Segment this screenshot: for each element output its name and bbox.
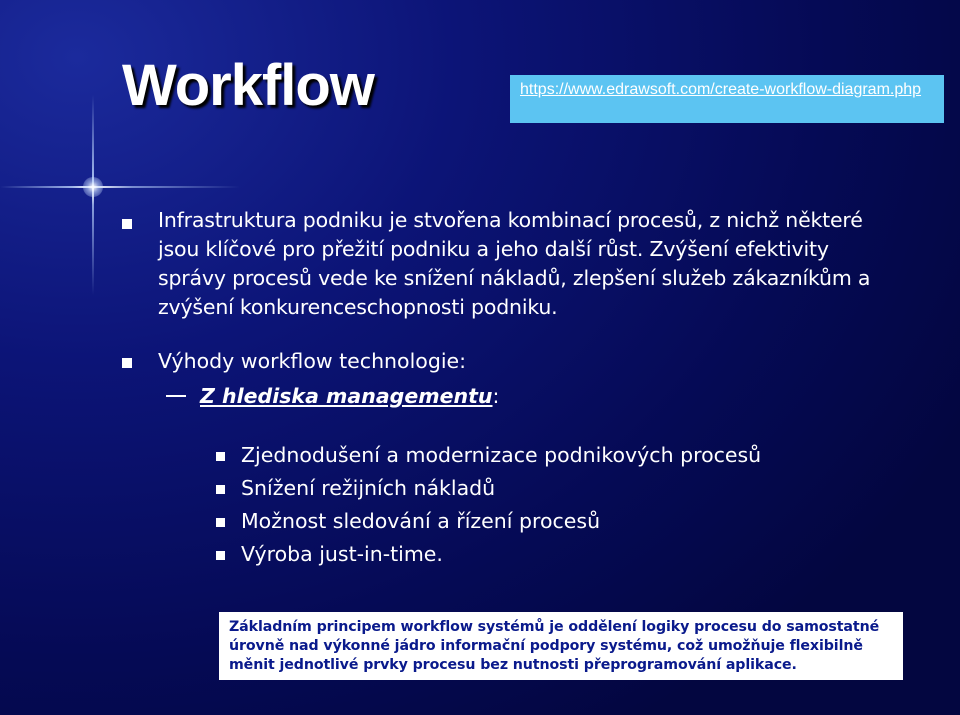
list-item-text: Možnost sledování a řízení procesů [241,509,601,533]
bullet-infrastructure-text: Infrastruktura podniku je stvořena kombinací procesů, z nichž některé jsou klíčové pro přežití podniku a jeho další růst. Zvýšení efektivity správy procesů vede ke snížení nákladů, zlepšení služeb zákazníkům a zvýšení konkurenceschopnosti podniku. [158,208,871,319]
square-bullet-icon [216,485,225,494]
bullet-advantages-text: Výhody workflow technologie: [158,349,467,373]
principle-note: Základním principem workflow systémů je oddělení logiky procesu do samostatné úrovně nad výkonné jádro informační podpory systému, což umožňuje flexibilně měnit jednotlivé prvky procesu bez nutnosti přeprogramování aplikace. [219,612,903,680]
list-item-text: Výroba just-in-time. [241,542,443,566]
slide-title: Workflow [122,53,374,118]
light-flare-core [83,177,103,197]
sub-heading-text: Z hlediska managementu [200,384,493,408]
link-box [510,75,944,123]
square-bullet-icon [216,452,225,461]
square-bullet-icon [122,358,132,368]
square-bullet-icon [216,518,225,527]
list-item-text: Snížení režijních nákladů [241,476,496,500]
square-bullet-icon [122,219,132,229]
list-item-text: Zjednodušení a modernizace podnikových procesů [241,443,762,467]
dash-bullet-icon [166,395,186,397]
source-link[interactable]: https://www.edrawsoft.com/create-workflow-diagram.php [520,81,922,98]
light-flare-horizontal [0,186,240,188]
square-bullet-icon [216,551,225,560]
sub-heading-colon: : [492,384,500,408]
